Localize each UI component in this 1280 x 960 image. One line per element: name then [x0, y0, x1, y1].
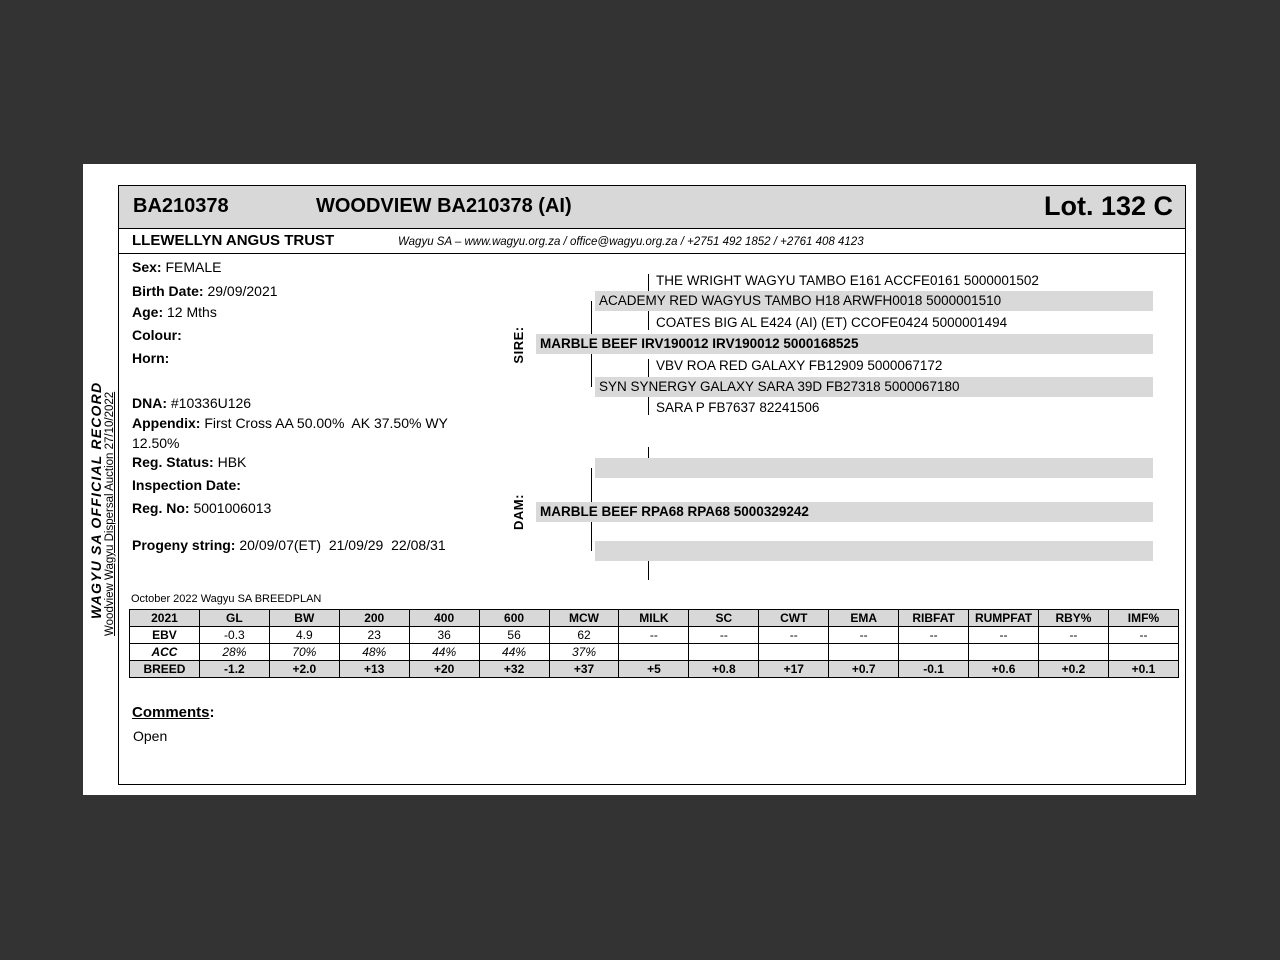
bp-cell: 48% [339, 644, 409, 661]
bp-header-cell: CWT [759, 610, 829, 627]
bp-row-label: BREED [130, 661, 200, 678]
bp-header-cell: 2021 [130, 610, 200, 627]
bp-cell: 56 [479, 627, 549, 644]
lot-number: Lot. 132 C [1043, 191, 1173, 221]
breedplan-acc-row [130, 644, 1179, 661]
bp-cell: +2.0 [269, 661, 339, 678]
dam-sire [595, 458, 1153, 478]
detail-birth-date-value: 29/09/2021 [207, 283, 278, 299]
sire-maternal-granddam: SARA P FB7637 82241506 [656, 400, 820, 415]
detail-progeny-string-label: Progeny string: [132, 537, 236, 553]
bp-header-cell: 400 [409, 610, 479, 627]
detail-dna-value: #10336U126 [170, 395, 252, 411]
bp-header-cell: IMF% [1108, 610, 1178, 627]
bp-cell: -- [1038, 627, 1108, 644]
registration-id: BA210378 [133, 195, 229, 217]
bp-header-cell: MCW [549, 610, 619, 627]
detail-age-value: 12 Mths [167, 304, 217, 320]
bp-header-cell: 200 [339, 610, 409, 627]
bp-cell [829, 644, 899, 661]
bp-cell: +0.8 [689, 661, 759, 678]
bp-cell: -- [969, 627, 1039, 644]
dam: MARBLE BEEF RPA68 RPA68 5000329242 [536, 502, 1153, 522]
comments-value: Open [133, 728, 168, 744]
bp-cell: 28% [199, 644, 269, 661]
detail-horn [132, 348, 552, 368]
bp-cell: -- [829, 627, 899, 644]
bp-cell: +0.2 [1038, 661, 1108, 678]
breedplan-header-row [130, 610, 1179, 627]
side-auction-title-text: Woodview Wagyu Dispersal Auction 27/10/2022 [104, 391, 116, 636]
sire-maternal-grandsire: VBV ROA RED GALAXY FB12909 5000067172 [656, 358, 943, 373]
sire-sire: ACADEMY RED WAGYUS TAMBO H18 ARWFH0018 5000001510 [595, 291, 1153, 311]
detail-progeny-string-value: 20/09/07(ET) 21/09/29 22/08/31 [239, 537, 446, 553]
bp-header-cell: RUMPFAT [969, 610, 1039, 627]
detail-dna [132, 393, 552, 413]
bp-cell: +20 [409, 661, 479, 678]
subheader-bar [119, 229, 1185, 254]
bp-cell: -- [1108, 627, 1178, 644]
detail-inspection-date [132, 475, 552, 495]
detail-appendix-label: Appendix: [132, 415, 201, 431]
sire-paternal-granddam: COATES BIG AL E424 (AI) (ET) CCOFE0424 5000001494 [656, 315, 1008, 330]
bp-cell: -- [759, 627, 829, 644]
bp-cell: +0.7 [829, 661, 899, 678]
bp-cell: 62 [549, 627, 619, 644]
animal-name: WOODVIEW BA210378 (AI) [316, 195, 572, 217]
bp-cell: -- [899, 627, 969, 644]
breedplan-title: October 2022 Wagyu SA BREEDPLAN [131, 593, 322, 605]
detail-birth-date [132, 281, 552, 301]
detail-appendix [132, 413, 477, 453]
bp-row-label: ACC [130, 644, 200, 661]
bp-header-cell: GL [199, 610, 269, 627]
breedplan-table [129, 609, 1179, 678]
bp-header-cell: RBY% [1038, 610, 1108, 627]
detail-progeny-string [132, 535, 552, 555]
dam-dam [595, 541, 1153, 561]
detail-reg-no [132, 498, 552, 518]
detail-reg-no-label: Reg. No: [132, 500, 190, 516]
bp-cell: +5 [619, 661, 689, 678]
bp-cell: -0.1 [899, 661, 969, 678]
bp-cell: +0.6 [969, 661, 1039, 678]
detail-reg-status-value: HBK [217, 454, 247, 470]
bp-header-cell: EMA [829, 610, 899, 627]
bp-cell: +13 [339, 661, 409, 678]
bp-cell [689, 644, 759, 661]
detail-birth-date-label: Birth Date: [132, 283, 204, 299]
breedplan-breed-avg-row [130, 661, 1179, 678]
record-page [83, 164, 1196, 795]
breedplan-ebv-row [130, 627, 1179, 644]
detail-horn-label: Horn: [132, 350, 170, 366]
detail-reg-status [132, 452, 552, 472]
comments-heading-text: Comments [132, 704, 210, 721]
bp-cell: 36 [409, 627, 479, 644]
bp-cell: 44% [479, 644, 549, 661]
bp-cell: 70% [269, 644, 339, 661]
detail-reg-no-value: 5001006013 [193, 500, 272, 516]
bp-cell: +32 [479, 661, 549, 678]
detail-inspection-date-label: Inspection Date: [132, 477, 241, 493]
bp-cell: -- [689, 627, 759, 644]
detail-dna-label: DNA: [132, 395, 167, 411]
detail-reg-status-label: Reg. Status: [132, 454, 214, 470]
bp-cell: +17 [759, 661, 829, 678]
bp-cell [899, 644, 969, 661]
document-frame [118, 185, 1186, 785]
bp-header-cell: BW [269, 610, 339, 627]
detail-colour [132, 325, 552, 345]
bp-cell: -0.3 [199, 627, 269, 644]
bp-cell [1038, 644, 1108, 661]
bp-cell: 23 [339, 627, 409, 644]
bp-cell [1108, 644, 1178, 661]
bp-row-label: EBV [130, 627, 200, 644]
bp-cell [969, 644, 1039, 661]
association-contact: Wagyu SA – www.wagyu.org.za / office@wagyu.org.za / +2751 492 1852 / +2761 408 4123 [398, 236, 864, 248]
bp-cell: 44% [409, 644, 479, 661]
detail-sex [132, 257, 552, 277]
bp-header-cell: 600 [479, 610, 549, 627]
detail-sex-value: FEMALE [165, 259, 222, 275]
bp-header-cell: SC [689, 610, 759, 627]
bp-cell: -1.2 [199, 661, 269, 678]
sire-dam: SYN SYNERGY GALAXY SARA 39D FB27318 5000067180 [595, 377, 1153, 397]
sire: MARBLE BEEF IRV190012 IRV190012 5000168525 [536, 334, 1153, 354]
bp-cell: +0.1 [1108, 661, 1178, 678]
bp-cell: 4.9 [269, 627, 339, 644]
breeder-name: LLEWELLYN ANGUS TRUST [132, 232, 335, 249]
comments-heading [132, 704, 215, 721]
detail-age-label: Age: [132, 304, 164, 320]
detail-sex-label: Sex: [132, 259, 162, 275]
detail-appendix-value: First Cross AA 50.00% AK 37.50% WY 12.50% [132, 415, 452, 451]
bp-header-cell: MILK [619, 610, 689, 627]
header-bar [119, 186, 1185, 229]
bp-cell [759, 644, 829, 661]
bp-cell: -- [619, 627, 689, 644]
side-official-record-text: WAGYU SA OFFICIAL RECORD [88, 381, 104, 619]
detail-age [132, 302, 552, 322]
dam-label: DAM: [511, 494, 526, 530]
bp-cell: +37 [549, 661, 619, 678]
sire-label: SIRE: [511, 326, 526, 364]
bp-cell: 37% [549, 644, 619, 661]
comments-heading-colon: : [209, 704, 215, 721]
sire-paternal-grandsire: THE WRIGHT WAGYU TAMBO E161 ACCFE0161 5000001502 [656, 273, 1039, 288]
detail-colour-label: Colour: [132, 327, 182, 343]
bp-header-cell: RIBFAT [899, 610, 969, 627]
bp-cell [619, 644, 689, 661]
